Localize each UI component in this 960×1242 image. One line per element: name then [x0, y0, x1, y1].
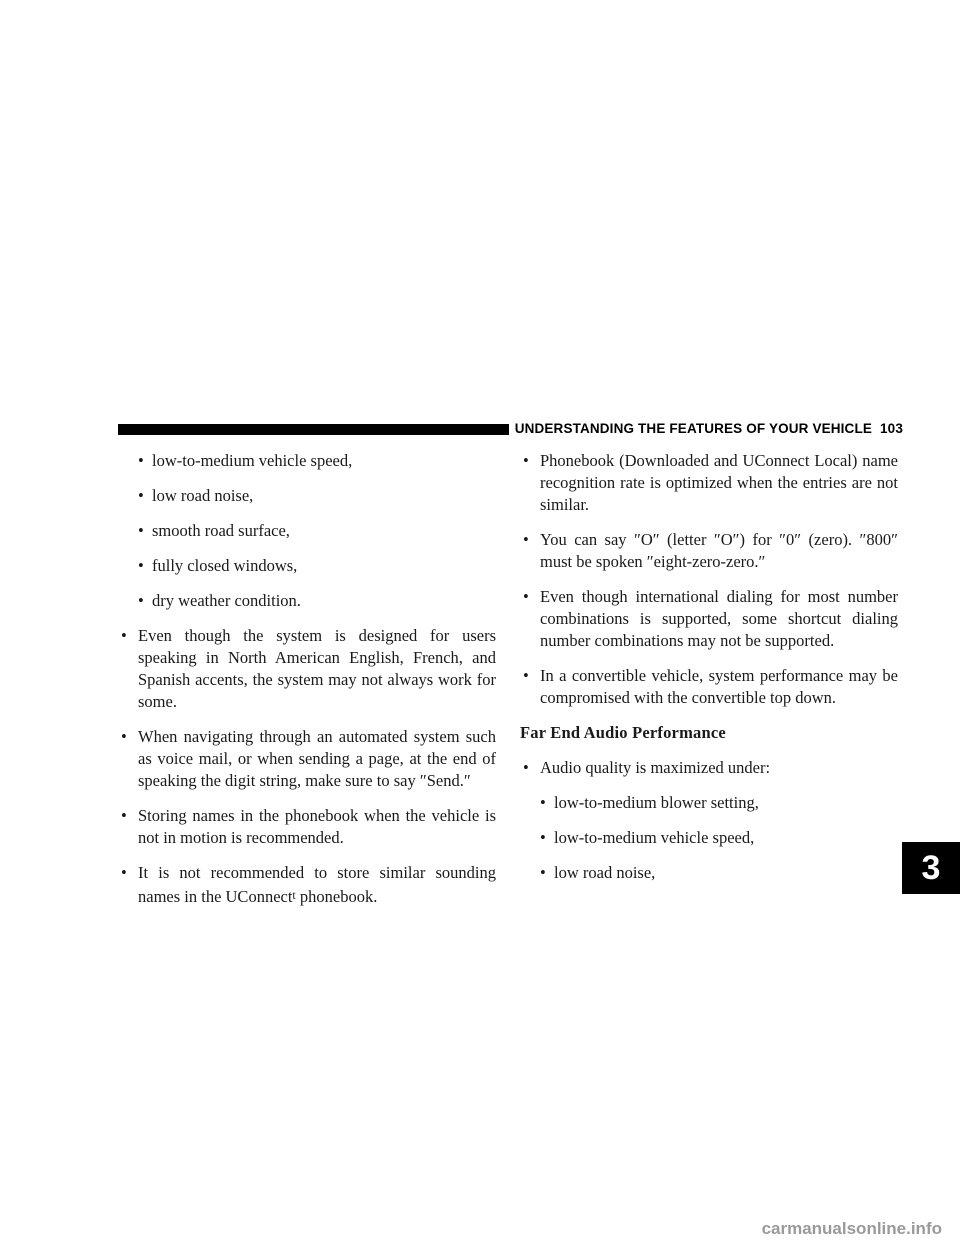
- bullet-icon: •: [138, 521, 144, 540]
- running-header: [509, 420, 903, 438]
- list-item: • It is not recommended to store similar sounding names in the UConnect$^t$ phonebook.: [121, 863, 496, 906]
- bullet-icon: •: [540, 793, 546, 812]
- bullet-icon: •: [523, 530, 529, 549]
- list-item: • smooth road surface,: [138, 521, 290, 540]
- bullet-icon: •: [523, 666, 529, 685]
- list-item: • low road noise,: [540, 863, 656, 882]
- bullet-icon: •: [121, 626, 127, 645]
- list-item: • In a convertible vehicle, system performance may be compromised with the convertible top down.: [523, 666, 898, 707]
- right-column: [520, 450, 898, 897]
- list-item: • Phonebook (Downloaded and UConnect Local) name recognition rate is optimized when the entries are not similar.: [523, 451, 898, 514]
- chapter-tab: 3: [902, 842, 960, 894]
- page-number: 103: [880, 421, 903, 436]
- list-item: • fully closed windows,: [138, 556, 298, 575]
- list-item: • low-to-medium blower setting,: [540, 793, 759, 812]
- bullet-icon: •: [138, 556, 144, 575]
- bullet-icon: •: [540, 863, 546, 882]
- list-item: • low-to-medium vehicle speed,: [138, 451, 353, 470]
- left-column: [118, 450, 496, 921]
- bullet-icon: •: [523, 758, 529, 777]
- bullet-icon: •: [523, 451, 529, 470]
- list-item: • You can say ″O″ (letter ″O″) for ″0″ (zero). ″800″ must be spoken ″eight-zero-zero.″: [523, 530, 898, 571]
- list-item: • Even though international dialing for most number combinations is supported, some shortcut dialing number combinations may not be supported.: [523, 587, 898, 650]
- bullet-icon: •: [121, 727, 127, 746]
- list-item: • Even though the system is designed for users speaking in North American English, French, and Spanish accents, the system may not always work for some.: [121, 626, 496, 711]
- list-item: • low-to-medium vehicle speed,: [540, 828, 755, 847]
- subheading: Far End Audio Performance: [520, 723, 726, 742]
- bullet-icon: •: [523, 587, 529, 606]
- bullet-icon: •: [138, 451, 144, 470]
- watermark: carmanualsonline.info: [761, 1219, 942, 1238]
- bullet-icon: •: [138, 486, 144, 505]
- list-item: • Storing names in the phonebook when the vehicle is not in motion is recommended.: [121, 806, 496, 847]
- bullet-icon: •: [540, 828, 546, 847]
- section-title: UNDERSTANDING THE FEATURES OF YOUR VEHICLE: [514, 421, 873, 436]
- trademark-mark: t: [292, 888, 296, 902]
- list-item: • When navigating through an automated system such as voice mail, or when sending a page, at the end of speaking the digit string, make sure to say ″Send.″: [121, 727, 496, 790]
- bullet-icon: •: [138, 591, 144, 610]
- list-item: • dry weather condition.: [138, 591, 301, 610]
- list-item: • low road noise,: [138, 486, 254, 505]
- bullet-icon: •: [121, 806, 127, 825]
- bullet-icon: •: [121, 863, 127, 882]
- list-item: • Audio quality is maximized under:: [523, 758, 771, 777]
